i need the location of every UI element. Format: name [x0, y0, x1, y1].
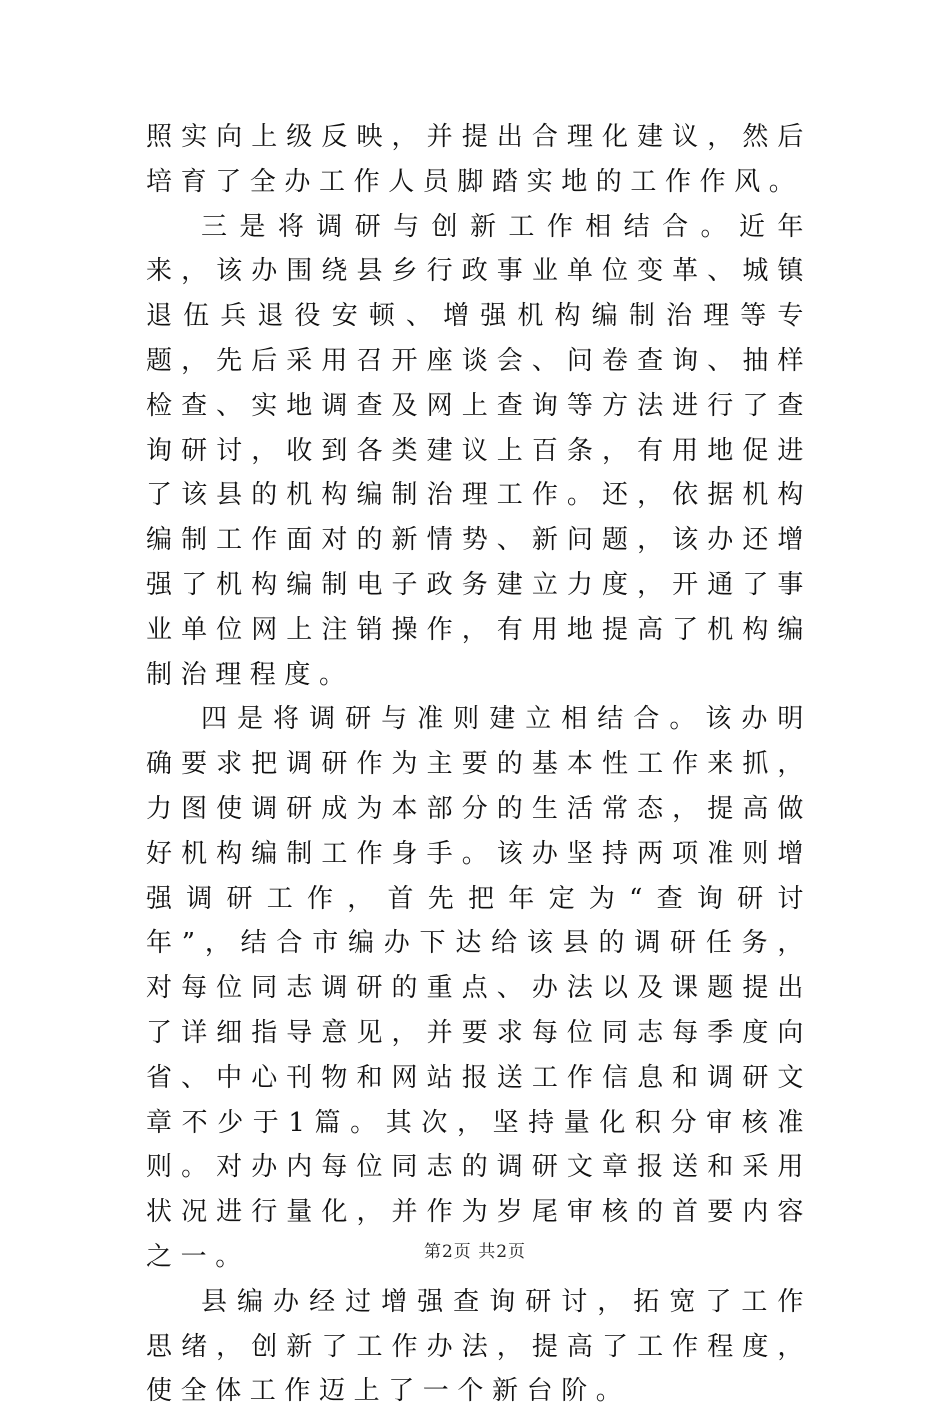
- document-body: [146, 115, 812, 1414]
- paragraph-innovation: 三是将调研与创新工作相结合。近年来，该办围绕县乡行政事业单位变革、城镇退伍兵退役安顿、增强机构编制治理等专题，先后采用召开座谈会、问卷查询、抽样检查、实地调查及网上查询等方法进行了查询研讨，收到各类建议上百条，有用地促进了该县的机构编制治理工作。还，依据机构编制工作面对的新情势、新问题，该办还增强了机构编制电子政务建立力度，开通了事业单位网上注销操作，有用地提高了机构编制治理程度。: [146, 211, 812, 690]
- paragraph-conclusion: 县编办经过增强查询研讨，拓宽了工作思绪，创新了工作办法，提高了工作程度，使全体工作迈上了一个新台阶。: [146, 1286, 812, 1407]
- paragraph-system-building: 四是将调研与准则建立相结合。该办明确要求把调研作为主要的基本性工作来抓，力图使调研成为本部分的生活常态，提高做好机构编制工作身手。该办坚持两项准则增强调研工作，首先把年定为“查询研讨年”，结合市编办下达给该县的调研任务，对每位同志调研的重点、办法以及课题提出了详细指导意见，并要求每位同志每季度向省、中心刊物和网站报送工作信息和调研文章不少于1篇。其次，坚持量化积分审核准则。对办内每位同志的调研文章报送和采用状况进行量化，并作为岁尾审核的首要内容之一。: [146, 704, 812, 1272]
- paragraph-continuation: 照实向上级反映，并提出合理化建议，然后培育了全办工作人员脚踏实地的工作作风。: [146, 122, 812, 197]
- page-footer: 第2页 共2页: [423, 1242, 527, 1262]
